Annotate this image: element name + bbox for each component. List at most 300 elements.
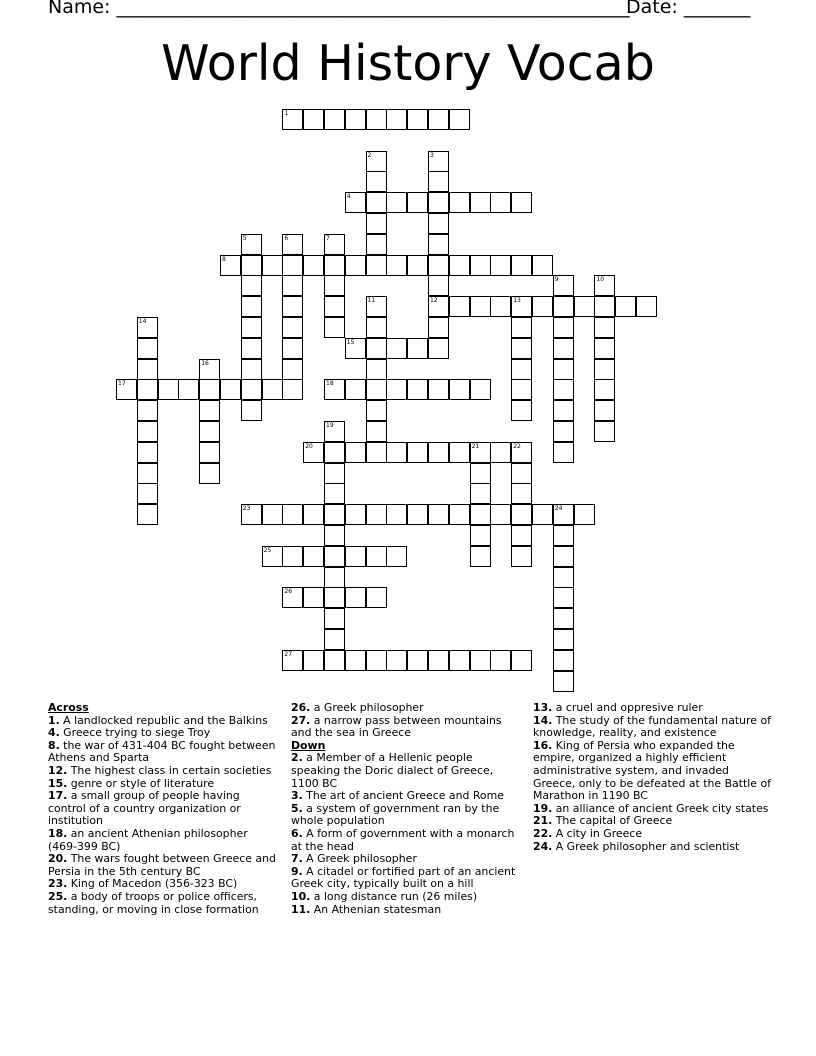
grid-cell[interactable] [282, 255, 303, 276]
grid-cell[interactable] [282, 587, 303, 608]
grid-cell[interactable] [553, 338, 574, 359]
cell-number: 24 [554, 505, 563, 513]
grid-cell[interactable] [386, 379, 407, 400]
grid-cell[interactable] [428, 338, 449, 359]
grid-cell[interactable] [553, 567, 574, 588]
grid-cell[interactable] [428, 504, 449, 525]
grid-cell[interactable] [324, 296, 345, 317]
clue-text: a Member of a Hellenic people speaking the Doric dialect of Greece, 1100 BC [291, 751, 494, 790]
clue-text: The study of the fundamental nature of knowledge, reality, and existence [533, 713, 771, 740]
grid-cell[interactable] [345, 650, 366, 671]
clue-number: 8. [48, 738, 60, 752]
grid-cell[interactable] [137, 483, 158, 504]
grid-cell[interactable] [262, 504, 283, 525]
clue-text: The highest class in certain societies [67, 763, 272, 777]
cell-number: 14 [138, 318, 147, 325]
grid-cell[interactable] [366, 442, 387, 463]
grid-cell[interactable] [366, 400, 387, 421]
grid-cell[interactable] [345, 109, 366, 130]
cell-number: 6 [284, 234, 289, 242]
grid-cell[interactable] [199, 359, 220, 380]
cell-number: 3 [430, 151, 434, 159]
cell-number: 13 [513, 297, 521, 305]
grid-cell[interactable] [282, 504, 303, 525]
grid-cell[interactable] [324, 587, 345, 608]
clue-item [48, 790, 280, 828]
grid-cell[interactable] [615, 296, 636, 317]
cell-number: 17 [118, 380, 126, 388]
clue-item [291, 715, 523, 740]
grid-cell[interactable] [366, 192, 387, 213]
grid-cell[interactable] [470, 255, 491, 276]
grid-cell[interactable] [199, 442, 220, 463]
cell-number: 26 [284, 588, 293, 596]
grid-cell[interactable] [366, 379, 387, 400]
down-clue-list-continued [533, 702, 773, 853]
clue-item [533, 740, 773, 803]
grid-cell[interactable] [137, 317, 158, 338]
grid-cell[interactable] [532, 504, 553, 525]
grid-cell[interactable] [490, 255, 511, 276]
grid-cell[interactable] [366, 213, 387, 234]
grid-cell[interactable] [574, 504, 595, 525]
grid-cell[interactable] [324, 463, 345, 484]
grid-cell[interactable] [594, 317, 615, 338]
clue-number: 18. [48, 826, 68, 840]
grid-cell[interactable] [407, 338, 428, 359]
across-clue-list-continued [291, 702, 523, 740]
clue-number: 19. [533, 801, 553, 815]
grid-cell[interactable] [470, 442, 491, 463]
clue-text: A form of government with a monarch at the head [291, 826, 515, 853]
clue-number: 6. [291, 826, 303, 840]
grid-cell[interactable] [470, 650, 491, 671]
grid-cell[interactable] [282, 234, 303, 255]
grid-cell[interactable] [594, 296, 615, 317]
clue-text: a small group of people having control of a country organization or institution [48, 789, 241, 828]
clue-number: 12. [48, 763, 68, 777]
grid-cell[interactable] [490, 650, 511, 671]
clue-number: 7. [291, 852, 303, 866]
grid-cell[interactable] [511, 338, 532, 359]
grid-cell[interactable] [553, 359, 574, 380]
clue-number: 25. [48, 889, 68, 903]
grid-cell[interactable] [490, 442, 511, 463]
cell-number: 15 [346, 338, 355, 346]
grid-cell[interactable] [303, 504, 324, 525]
grid-cell[interactable] [324, 275, 345, 296]
clue-number: 10. [291, 889, 311, 903]
clue-item [291, 828, 523, 853]
grid-cell[interactable] [241, 338, 262, 359]
grid-cell[interactable] [366, 171, 387, 192]
clue-item [48, 828, 280, 853]
grid-cell[interactable] [199, 463, 220, 484]
grid-cell[interactable] [137, 504, 158, 525]
clue-text: A Greek philosopher and scientist [552, 839, 740, 853]
clue-number: 15. [48, 776, 68, 790]
grid-cell[interactable] [137, 400, 158, 421]
grid-cell[interactable] [511, 504, 532, 525]
grid-cell[interactable] [386, 192, 407, 213]
clue-text: a long distance run (26 miles) [310, 889, 478, 903]
cell-number: 20 [305, 442, 313, 450]
grid-cell[interactable] [262, 379, 283, 400]
grid-cell[interactable] [282, 546, 303, 567]
grid-cell[interactable] [345, 192, 366, 213]
across-heading: Across [48, 701, 89, 714]
grid-cell[interactable] [428, 442, 449, 463]
grid-cell[interactable] [511, 379, 532, 400]
grid-cell[interactable] [428, 255, 449, 276]
grid-cell[interactable] [553, 504, 574, 525]
grid-cell[interactable] [282, 109, 303, 130]
grid-cell[interactable] [137, 463, 158, 484]
grid-cell[interactable] [553, 608, 574, 629]
grid-cell[interactable] [553, 421, 574, 442]
grid-cell[interactable] [241, 400, 262, 421]
grid-cell[interactable] [407, 650, 428, 671]
grid-cell[interactable] [428, 151, 449, 172]
grid-cell[interactable] [366, 421, 387, 442]
cell-number: 18 [326, 380, 334, 388]
down-heading: Down [291, 738, 326, 752]
clues-column-2 [291, 702, 523, 916]
grid-cell[interactable] [282, 379, 303, 400]
clue-text: a body of troops or police officers, standing, or moving in close formation [48, 889, 259, 916]
grid-cell[interactable] [282, 359, 303, 380]
grid-cell[interactable] [366, 317, 387, 338]
cell-number: 12 [430, 297, 438, 305]
clue-number: 21. [533, 814, 553, 828]
grid-cell[interactable] [428, 213, 449, 234]
grid-cell[interactable] [137, 359, 158, 380]
grid-cell[interactable] [532, 255, 553, 276]
grid-cell[interactable] [282, 275, 303, 296]
grid-cell[interactable] [220, 379, 241, 400]
grid-cell[interactable] [241, 317, 262, 338]
grid-cell[interactable] [511, 255, 532, 276]
clue-item [48, 853, 280, 878]
grid-cell[interactable] [407, 504, 428, 525]
clue-number: 3. [291, 789, 303, 803]
grid-cell[interactable] [282, 317, 303, 338]
clue-text: A city in Greece [552, 826, 643, 840]
cell-number: 27 [284, 650, 293, 658]
grid-cell[interactable] [553, 317, 574, 338]
grid-cell[interactable] [324, 650, 345, 671]
grid-cell[interactable] [511, 400, 532, 421]
clue-number: 23. [48, 877, 68, 891]
grid-cell[interactable] [449, 255, 470, 276]
cell-number: 5 [242, 234, 247, 242]
cell-number: 16 [201, 359, 209, 367]
cell-number: 7 [326, 234, 330, 242]
clues-column-3 [533, 702, 773, 853]
grid-cell[interactable] [553, 587, 574, 608]
grid-cell[interactable] [511, 525, 532, 546]
grid-cell[interactable] [241, 296, 262, 317]
grid-cell[interactable] [449, 296, 470, 317]
clue-text: The capital of Greece [552, 814, 673, 828]
grid-cell[interactable] [490, 296, 511, 317]
cell-number: 9 [554, 276, 559, 284]
grid-cell[interactable] [386, 109, 407, 130]
grid-cell[interactable] [553, 442, 574, 463]
grid-cell[interactable] [386, 504, 407, 525]
grid-cell[interactable] [241, 359, 262, 380]
grid-cell[interactable] [386, 255, 407, 276]
grid-cell[interactable] [366, 151, 387, 172]
grid-cell[interactable] [137, 338, 158, 359]
clue-text: The art of ancient Greece and Rome [302, 789, 504, 803]
cell-number: 8 [222, 255, 226, 263]
grid-cell[interactable] [449, 192, 470, 213]
clue-item [291, 904, 523, 917]
grid-cell[interactable] [282, 296, 303, 317]
grid-cell[interactable] [324, 234, 345, 255]
grid-cell[interactable] [303, 546, 324, 567]
grid-cell[interactable] [303, 650, 324, 671]
grid-cell[interactable] [594, 379, 615, 400]
grid-cell[interactable] [137, 442, 158, 463]
grid-cell[interactable] [324, 608, 345, 629]
grid-cell[interactable] [386, 338, 407, 359]
page-title: World History Vocab [161, 35, 655, 92]
clue-number: 11. [291, 902, 311, 916]
grid-cell[interactable] [407, 109, 428, 130]
grid-cell[interactable] [303, 109, 324, 130]
grid-cell[interactable] [345, 442, 366, 463]
grid-cell[interactable] [490, 504, 511, 525]
cell-number: 23 [242, 505, 251, 513]
grid-cell[interactable] [324, 483, 345, 504]
grid-cell[interactable] [511, 442, 532, 463]
grid-cell[interactable] [158, 379, 179, 400]
grid-cell[interactable] [282, 650, 303, 671]
clue-text: King of Persia who expanded the empire, organized a highly efficient administrative system, and invaded Greece, only to be defeated at the Battle of Marathon in 1190 BC [533, 738, 771, 803]
grid-cell[interactable] [345, 255, 366, 276]
cell-number: 11 [367, 297, 376, 305]
cell-number: 2 [367, 151, 372, 159]
grid-cell[interactable] [241, 379, 262, 400]
grid-cell[interactable] [366, 359, 387, 380]
down-clue-list [291, 752, 523, 916]
grid-cell[interactable] [511, 483, 532, 504]
grid-cell[interactable] [428, 296, 449, 317]
grid-cell[interactable] [553, 525, 574, 546]
grid-cell[interactable] [511, 463, 532, 484]
clue-number: 16. [533, 738, 553, 752]
grid-cell[interactable] [241, 255, 262, 276]
grid-cell[interactable] [366, 255, 387, 276]
grid-cell[interactable] [386, 650, 407, 671]
grid-cell[interactable] [470, 192, 491, 213]
grid-cell[interactable] [324, 317, 345, 338]
grid-cell[interactable] [470, 504, 491, 525]
grid-cell[interactable] [511, 192, 532, 213]
clue-number: 1. [48, 713, 60, 727]
grid-cell[interactable] [386, 442, 407, 463]
grid-cell[interactable] [407, 192, 428, 213]
grid-cell[interactable] [241, 504, 262, 525]
grid-cell[interactable] [345, 504, 366, 525]
clue-item [533, 715, 773, 740]
grid-cell[interactable] [553, 629, 574, 650]
grid-cell[interactable] [594, 275, 615, 296]
grid-cell[interactable] [553, 650, 574, 671]
grid-cell[interactable] [449, 650, 470, 671]
grid-cell[interactable] [553, 275, 574, 296]
clue-number: 14. [533, 713, 553, 727]
grid-cell[interactable] [490, 192, 511, 213]
grid-cell[interactable] [303, 255, 324, 276]
grid-cell[interactable] [345, 587, 366, 608]
clue-text: a cruel and oppresive ruler [552, 701, 703, 714]
grid-cell[interactable] [511, 359, 532, 380]
cell-number: 1 [284, 110, 289, 117]
grid-cell[interactable] [636, 296, 657, 317]
grid-cell[interactable] [511, 317, 532, 338]
clue-item [291, 866, 523, 891]
grid-cell[interactable] [137, 421, 158, 442]
grid-cell[interactable] [449, 504, 470, 525]
grid-cell[interactable] [594, 400, 615, 421]
grid-cell[interactable] [345, 379, 366, 400]
clue-number: 2. [291, 751, 303, 765]
grid-cell[interactable] [449, 442, 470, 463]
grid-cell[interactable] [366, 109, 387, 130]
clue-item [291, 752, 523, 790]
grid-cell[interactable] [199, 421, 220, 442]
grid-cell[interactable] [428, 379, 449, 400]
grid-cell[interactable] [324, 629, 345, 650]
grid-cell[interactable] [470, 463, 491, 484]
grid-cell[interactable] [324, 109, 345, 130]
clue-number: 9. [291, 864, 303, 878]
grid-cell[interactable] [428, 275, 449, 296]
clue-number: 26. [291, 701, 311, 714]
grid-cell[interactable] [470, 483, 491, 504]
grid-cell[interactable] [594, 359, 615, 380]
grid-cell[interactable] [428, 192, 449, 213]
grid-cell[interactable] [470, 525, 491, 546]
grid-cell[interactable] [511, 296, 532, 317]
grid-cell[interactable] [366, 338, 387, 359]
grid-cell[interactable] [178, 379, 199, 400]
grid-cell[interactable] [470, 379, 491, 400]
grid-cell[interactable] [324, 442, 345, 463]
clue-text: a system of government ran by the whole population [291, 801, 500, 828]
grid-cell[interactable] [366, 650, 387, 671]
clue-text: The wars fought between Greece and Persia in the 5th century BC [48, 852, 276, 878]
grid-cell[interactable] [470, 296, 491, 317]
clue-text: A citadel or fortified part of an ancient Greek city, typically built on a hill [291, 864, 516, 891]
grid-cell[interactable] [553, 400, 574, 421]
grid-cell[interactable] [428, 171, 449, 192]
grid-cell[interactable] [532, 296, 553, 317]
grid-cell[interactable] [407, 255, 428, 276]
grid-cell[interactable] [449, 379, 470, 400]
grid-cell[interactable] [220, 255, 241, 276]
grid-cell[interactable] [366, 504, 387, 525]
grid-cell[interactable] [324, 567, 345, 588]
clue-number: 27. [291, 713, 311, 727]
grid-cell[interactable] [511, 650, 532, 671]
clue-text: the war of 431-404 BC fought between Athens and Sparta [48, 738, 276, 765]
clue-text: King of Macedon (356-323 BC) [67, 877, 238, 891]
grid-cell[interactable] [116, 379, 137, 400]
grid-cell[interactable] [553, 296, 574, 317]
grid-cell[interactable] [553, 546, 574, 567]
grid-cell[interactable] [428, 650, 449, 671]
grid-cell[interactable] [324, 255, 345, 276]
grid-cell[interactable] [366, 587, 387, 608]
grid-cell[interactable] [407, 379, 428, 400]
grid-cell[interactable] [324, 421, 345, 442]
grid-cell[interactable] [303, 442, 324, 463]
grid-cell[interactable] [199, 400, 220, 421]
grid-cell[interactable] [324, 379, 345, 400]
grid-cell[interactable] [553, 671, 574, 692]
grid-cell[interactable] [470, 546, 491, 567]
grid-cell[interactable] [407, 442, 428, 463]
clue-item [48, 891, 280, 916]
grid-cell[interactable] [594, 338, 615, 359]
cell-number: 21 [471, 442, 480, 450]
clue-text: a narrow pass between mountains and the sea in Greece [291, 713, 502, 740]
clue-number: 24. [533, 839, 553, 853]
grid-cell[interactable] [574, 296, 595, 317]
grid-cell[interactable] [199, 379, 220, 400]
grid-cell[interactable] [428, 234, 449, 255]
date-field-label: Date: _______ [626, 0, 751, 18]
grid-cell[interactable] [241, 275, 262, 296]
grid-cell[interactable] [345, 338, 366, 359]
grid-cell[interactable] [428, 109, 449, 130]
grid-cell[interactable] [553, 379, 574, 400]
grid-cell[interactable] [386, 546, 407, 567]
grid-cell[interactable] [324, 525, 345, 546]
clue-item [48, 740, 280, 765]
grid-cell[interactable] [366, 546, 387, 567]
clue-item [533, 841, 773, 854]
grid-cell[interactable] [366, 234, 387, 255]
grid-cell[interactable] [282, 338, 303, 359]
clue-text: A landlocked republic and the Balkins [59, 713, 268, 727]
grid-cell[interactable] [366, 296, 387, 317]
clue-text: An Athenian statesman [310, 902, 442, 916]
grid-cell[interactable] [511, 546, 532, 567]
grid-cell[interactable] [262, 255, 283, 276]
grid-cell[interactable] [241, 234, 262, 255]
grid-cell[interactable] [428, 317, 449, 338]
clue-text: a Greek philosopher [310, 701, 424, 714]
grid-cell[interactable] [324, 546, 345, 567]
grid-cell[interactable] [324, 504, 345, 525]
grid-cell[interactable] [303, 587, 324, 608]
clue-number: 22. [533, 826, 553, 840]
grid-cell[interactable] [345, 546, 366, 567]
grid-cell[interactable] [449, 109, 470, 130]
clue-number: 5. [291, 801, 303, 815]
name-field-label: Name: ______________________________________________________ [48, 0, 630, 18]
clue-number: 4. [48, 726, 60, 740]
clue-number: 17. [48, 789, 68, 803]
grid-cell[interactable] [262, 546, 283, 567]
grid-cell[interactable] [137, 379, 158, 400]
grid-cell[interactable] [594, 421, 615, 442]
